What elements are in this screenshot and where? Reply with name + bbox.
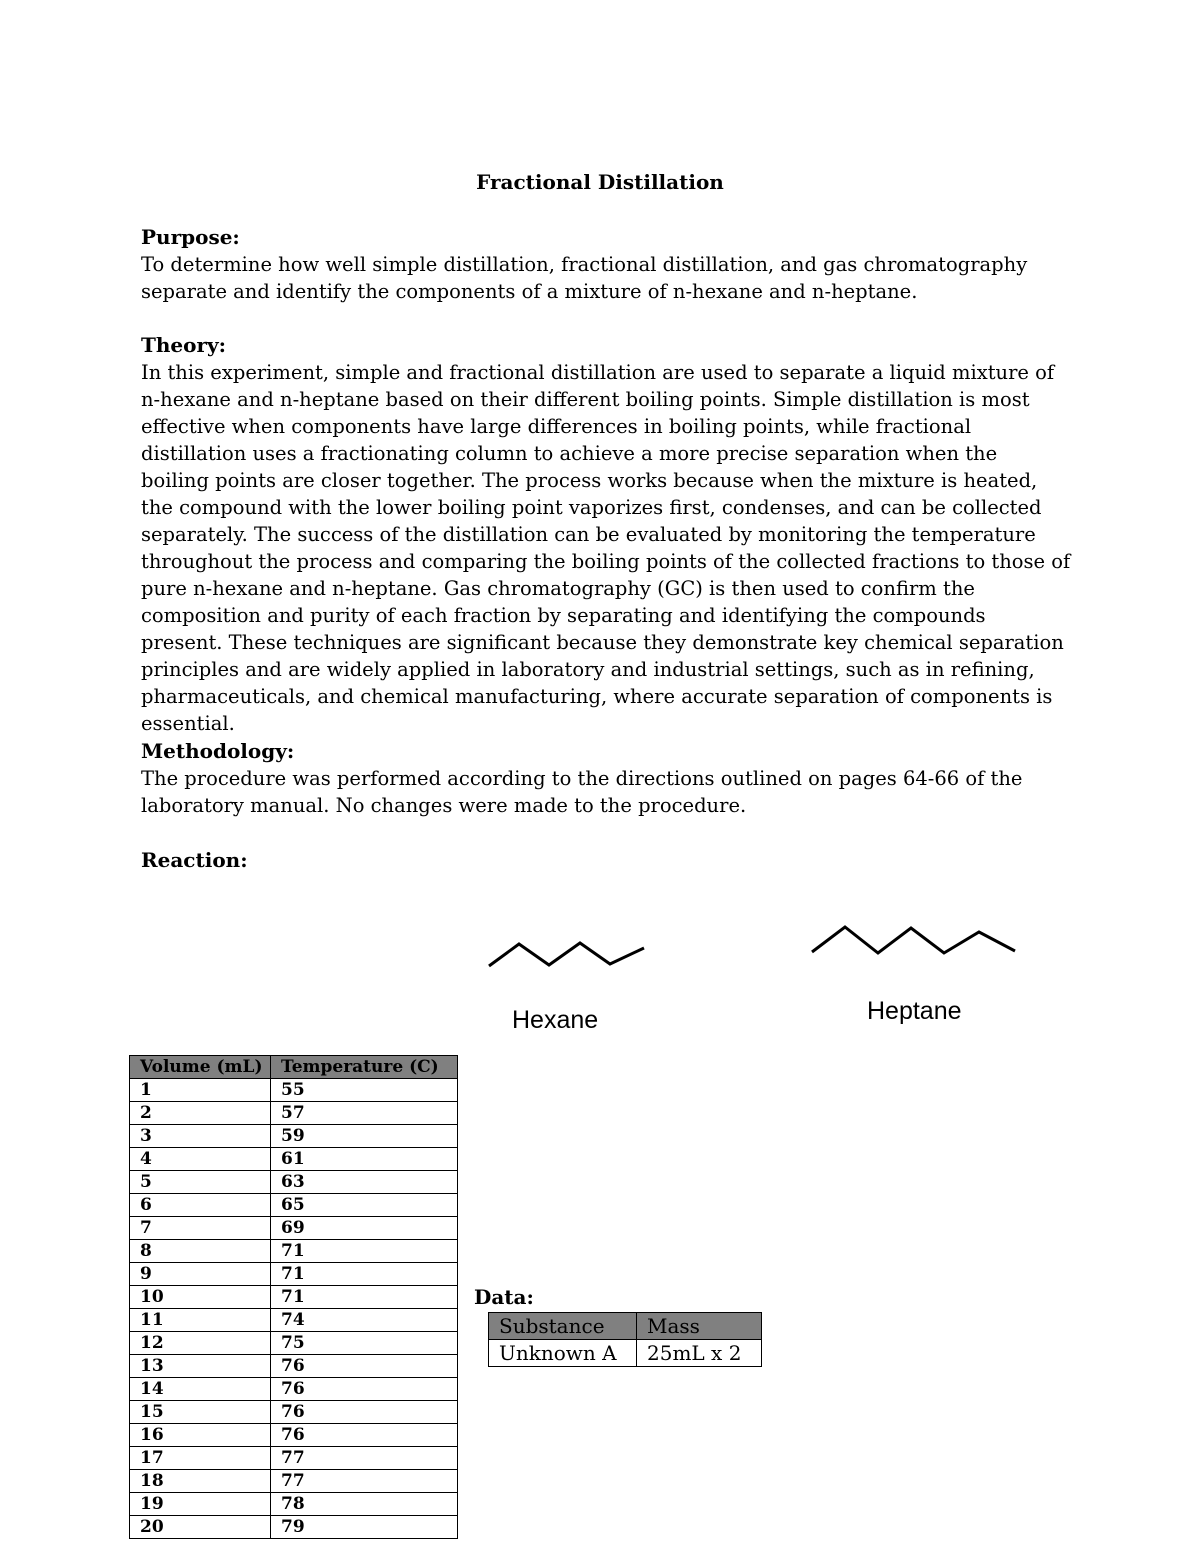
substance-column-header: Substance <box>489 1313 637 1340</box>
volume-cell: 1 <box>130 1079 271 1102</box>
hexane-skeletal-structure-icon <box>486 934 648 970</box>
table-row <box>130 1447 458 1470</box>
page-title: Fractional Distillation <box>476 170 724 194</box>
temperature-cell: 57 <box>271 1102 458 1125</box>
temperature-cell: 79 <box>271 1516 458 1539</box>
purpose-heading: Purpose: <box>141 225 240 249</box>
volume-cell: 19 <box>130 1493 271 1516</box>
volume-cell: 3 <box>130 1125 271 1148</box>
table-row <box>130 1401 458 1424</box>
volume-column-header: Volume (mL) <box>130 1056 271 1079</box>
temperature-cell: 65 <box>271 1194 458 1217</box>
table-row <box>130 1378 458 1401</box>
methodology-text: The procedure was performed according to the directions outlined on pages 64-66 of the laboratory manual. No changes were made to the procedure. <box>141 767 1023 817</box>
volume-cell: 17 <box>130 1447 271 1470</box>
purpose-text: To determine how well simple distillation, fractional distillation, and gas chromatography separate and identify the components of a mixture of n-hexane and n-heptane. <box>141 253 1028 303</box>
temperature-cell: 76 <box>271 1378 458 1401</box>
hexane-label: Hexane <box>512 1006 599 1034</box>
table-row <box>130 1355 458 1378</box>
temperature-cell: 71 <box>271 1263 458 1286</box>
table-row <box>489 1340 762 1367</box>
temperature-cell: 75 <box>271 1332 458 1355</box>
volume-cell: 16 <box>130 1424 271 1447</box>
table-header-row <box>130 1056 458 1079</box>
table-row <box>130 1424 458 1447</box>
table-row <box>130 1309 458 1332</box>
theory-text: In this experiment, simple and fractional distillation are used to separate a liquid mixture of n-hexane and n-heptane based on their different boiling points. Simple distillation is most effective when components have large differences in boiling points, while fractional distillation uses a fractionating column to achieve a more precise separation when the boiling points are closer together. The process works because when the mixture is heated, the compound with the lower boiling point vaporizes first, condenses, and can be collected separately. The success of the distillation can be evaluated by monitoring the temperature throughout the process and comparing the boiling points of the collected fractions to those of pure n-hexane and n-heptane. Gas chromatography (GC) is then used to confirm the composition and purity of each fraction by separating and identifying the compounds present. These techniques are significant because they demonstrate key chemical separation principles and are widely applied in laboratory and industrial settings, such as in refining, pharmaceuticals, and chemical manufacturing, where accurate separation of components is essential. <box>141 361 1071 735</box>
volume-cell: 2 <box>130 1102 271 1125</box>
temperature-cell: 55 <box>271 1079 458 1102</box>
temperature-cell: 76 <box>271 1401 458 1424</box>
volume-cell: 4 <box>130 1148 271 1171</box>
volume-cell: 15 <box>130 1401 271 1424</box>
temperature-cell: 76 <box>271 1355 458 1378</box>
table-row <box>130 1332 458 1355</box>
volume-cell: 20 <box>130 1516 271 1539</box>
purpose-section <box>141 224 1071 305</box>
table-row <box>130 1286 458 1309</box>
reaction-heading: Reaction: <box>141 848 248 872</box>
temperature-cell: 77 <box>271 1447 458 1470</box>
table-row <box>130 1148 458 1171</box>
temperature-column-header: Temperature (C) <box>271 1056 458 1079</box>
heptane-skeletal-structure-icon <box>809 922 1019 958</box>
volume-cell: 18 <box>130 1470 271 1493</box>
volume-cell: 7 <box>130 1217 271 1240</box>
methodology-section <box>141 738 1071 819</box>
temperature-cell: 71 <box>271 1240 458 1263</box>
volume-cell: 8 <box>130 1240 271 1263</box>
mass-column-header: Mass <box>637 1313 762 1340</box>
volume-cell: 11 <box>130 1309 271 1332</box>
volume-cell: 13 <box>130 1355 271 1378</box>
temperature-cell: 69 <box>271 1217 458 1240</box>
methodology-heading: Methodology: <box>141 739 295 763</box>
table-row <box>130 1125 458 1148</box>
heptane-label: Heptane <box>867 997 962 1025</box>
table-row <box>130 1217 458 1240</box>
theory-heading: Theory: <box>141 333 227 357</box>
table-row <box>130 1194 458 1217</box>
temperature-cell: 78 <box>271 1493 458 1516</box>
table-row <box>130 1470 458 1493</box>
data-table <box>488 1312 762 1367</box>
table-row <box>130 1240 458 1263</box>
temperature-cell: 71 <box>271 1286 458 1309</box>
temperature-cell: 74 <box>271 1309 458 1332</box>
temperature-cell: 76 <box>271 1424 458 1447</box>
table-row <box>130 1516 458 1539</box>
volume-cell: 10 <box>130 1286 271 1309</box>
volume-cell: 9 <box>130 1263 271 1286</box>
table-header-row <box>489 1313 762 1340</box>
table-row <box>130 1171 458 1194</box>
volume-cell: 12 <box>130 1332 271 1355</box>
table-row <box>130 1102 458 1125</box>
substance-cell: Unknown A <box>489 1340 637 1367</box>
temperature-cell: 63 <box>271 1171 458 1194</box>
temperature-cell: 61 <box>271 1148 458 1171</box>
volume-cell: 14 <box>130 1378 271 1401</box>
table-row <box>130 1263 458 1286</box>
table-row <box>130 1079 458 1102</box>
theory-section <box>141 332 1071 737</box>
reaction-section <box>141 847 1071 874</box>
volume-temperature-table <box>129 1055 458 1539</box>
temperature-cell: 59 <box>271 1125 458 1148</box>
data-heading: Data: <box>474 1285 534 1309</box>
mass-cell: 25mL x 2 <box>637 1340 762 1367</box>
volume-cell: 5 <box>130 1171 271 1194</box>
volume-cell: 6 <box>130 1194 271 1217</box>
temperature-cell: 77 <box>271 1470 458 1493</box>
table-row <box>130 1493 458 1516</box>
